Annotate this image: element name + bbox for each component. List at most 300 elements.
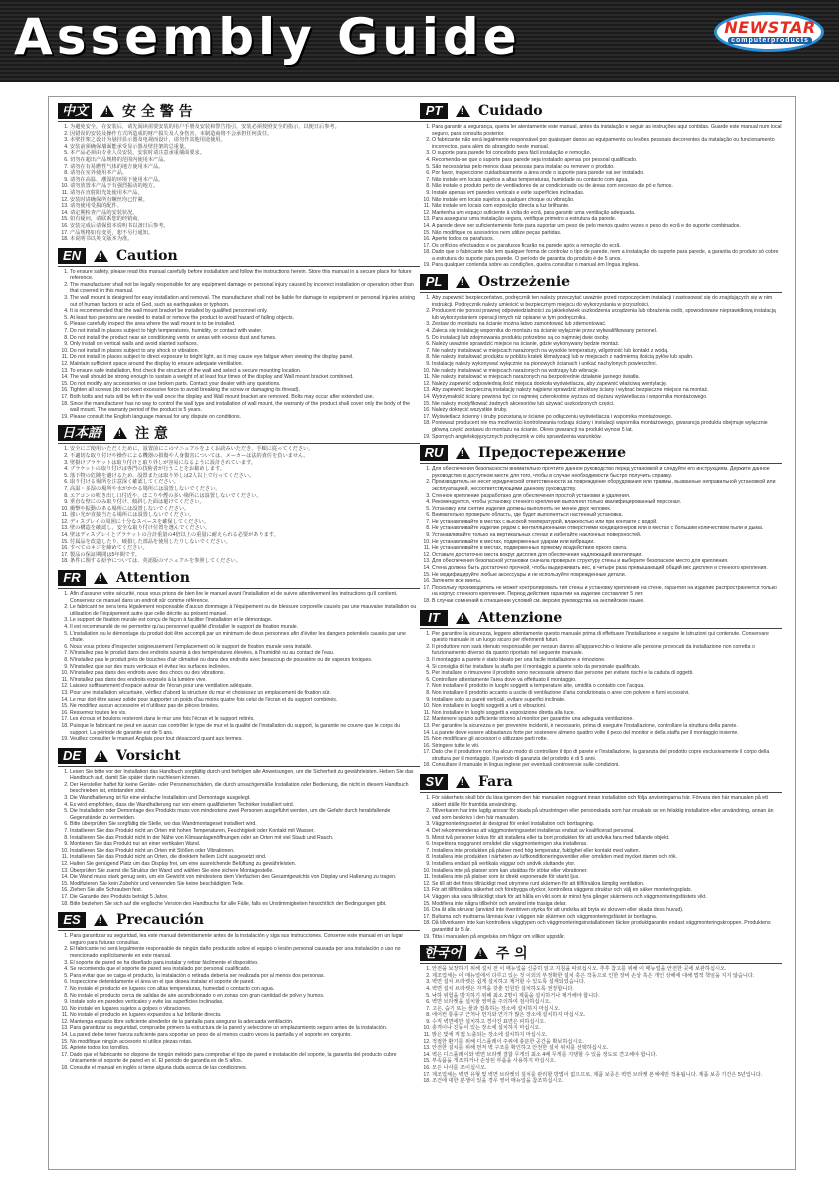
language-badge: 日本語 <box>58 425 105 441</box>
caution-item: 5. Die Installation oder Demontage des Produkts muss von mindestens zwei Personen ausgeführt werden, um die Gefahr durch herabfallende Gegenstände zu vermeiden. <box>70 808 420 821</box>
caution-list <box>58 933 420 1071</box>
warning-triangle-icon <box>113 427 127 439</box>
caution-item: 10. Do not install in places subject to any shock or vibration. <box>70 348 420 355</box>
caution-item: 2. 不適切な取り付けや操作による機器の損傷や人身傷害については、メーカーは法的責任を負いません。 <box>70 453 420 460</box>
caution-item: 4. 安装前须确保墙面能承受显示器及壁挂架的总重量。 <box>70 144 420 151</box>
caution-item: 10. 충격이나 진동이 있는 장소에 설치하지 마십시오. <box>432 1025 782 1032</box>
caution-item: 5. Para evitar que se caiga el producto, la instalación o retirada debería ser realizada por al menos dos personas. <box>70 973 420 980</box>
caution-item: 15. 부속품을 개조하거나 손상된 부품을 사용하지 마십시오. <box>432 1058 782 1065</box>
language-badge: SV <box>420 774 448 790</box>
caution-item: 13. To ensure safe installation, first check the structure of the wall and select a secure mounting location. <box>70 368 420 375</box>
caution-item: 7. 请勿在有易燃性气体的地方使用本产品。 <box>70 164 420 171</box>
caution-item: 15. Modifizieren Sie kein Zubehör und verwenden Sie keine beschädigten Teile. <box>70 881 420 888</box>
caution-item: 19. Please consult the English language manual for any dispute on conditions. <box>70 414 420 421</box>
caution-item: 17. 제조업체는 벽면 유형 및 벽면 브라켓의 설치를 관리할 방법이 없으므로, 제품 보증은 벽면 브라켓 본체에만 적용됩니다. 제품 보증 기간은 5년입니다. <box>432 1072 782 1079</box>
caution-item: 16. Aperte todos os parafusos. <box>432 236 782 243</box>
caution-item: 18. 本说明书以英文版本为准。 <box>70 236 420 243</box>
caution-item: 5. 낙하 위험을 방지하기 위해 최소 2명이 제품을 설치하거나 제거해야 합니다. <box>432 993 782 1000</box>
caution-item: 2. Producent nie ponosi prawnej odpowiedzialności za jakiekolwiek uszkodzenia urządzenia lub obrażenia osób, spowodowane nieprawidłową instalacją lub wykorzystaniem operacji innych niż opisane w tym podręczniku. <box>432 308 782 321</box>
caution-item: 4. Det rekommenderas att väggmonteringssetet installeras endast av kvalificerad personal. <box>432 828 782 835</box>
section-header <box>420 102 782 122</box>
caution-item: 8. 에어컨 통풍구 근처나 먼지와 연기가 많은 장소에 설치하지 마십시오. <box>432 1012 782 1019</box>
page-title: Assembly Guide <box>14 8 521 66</box>
caution-item: 6. 切勿在超出产品规格的范围内使用本产品。 <box>70 157 420 164</box>
caution-list <box>420 124 782 269</box>
caution-item: 2. Il produttore non sarà ritenuto responsabile per nessun danno all'apparecchio o lesione alle persone provocati da installazione non corretta o funzionamento diverso da quanto riportato nel seguente manuale. <box>432 644 782 657</box>
caution-item: 13. Per garantire la sicurezza e per prevenire incidenti, è necessario, prima di eseguire l'installazione, controllare la struttura della parete. <box>432 723 782 730</box>
caution-item: 5. Do instalacji lub zdejmowania produktu potrzebne są co najmniej dwie osoby. <box>432 335 782 342</box>
section-header <box>420 609 782 629</box>
caution-item: 3. El soporte de pared se ha diseñado para instalar y retirar fácilmente el dispositivo. <box>70 960 420 967</box>
warning-triangle-icon <box>94 914 108 926</box>
caution-item: 1. Afin d'assurer votre sécurité, nous vous prions de bien lire le manuel avant l'installation et de suivre attentivement les instructions qu'il contient. Conservez ce manuel dans un endroit sûr comme référence. <box>70 591 420 604</box>
section-header <box>420 273 782 293</box>
caution-item: 18. Ponieważ producent nie ma możliwości kontrolowania rodzaju ściany i instalacji wspornika montażowego, gwarancja produktu obejmuje wyłącznie główną część zestawu do montażu na ścianie. Okres gwarancji na produkt wynosi 5 lat. <box>432 420 782 433</box>
caution-item: 16. Затяните все винты. <box>432 578 782 585</box>
warning-triangle-icon <box>456 276 470 288</box>
caution-item: 13. Para garantizar su seguridad, compruebe primero la estructura de la pared y seleccione un emplazamiento seguro antes de la instalación. <box>70 1025 420 1032</box>
caution-item: 2. Tillverkaren har inte laglig ansvar för skada på utrustningen eller personskada som har orsakats av en felaktig installation eller användning, annan än vad som beskrivs i den här manualen. <box>432 808 782 821</box>
caution-item: 9. Installera endast på vertikala väggar och undvik sluttande ytor. <box>432 861 782 868</box>
caution-item: 14. 请定期检查产品的安装状况。 <box>70 210 420 217</box>
caution-item: 19. Spornych angielskojęzycznych podręcznik w celu sprawdzenia warunków. <box>432 434 782 441</box>
caution-item: 16. Tighten all screws (do not exert excessive force to avoid breaking the screw or damaging its thread). <box>70 387 420 394</box>
caution-list <box>420 466 782 604</box>
caution-item: 10. Non installare in luoghi soggetti a urti o vibrazioni. <box>432 703 782 710</box>
caution-item: 8. Não instale o produto perto de ventiladores de ar condicionado ou de áreas com excesso de pó e fumos. <box>432 183 782 190</box>
caution-item: 11. Do not install in places subject to direct exposure to bright light, as it may cause eye fatigue when viewing the display panel. <box>70 354 420 361</box>
caution-list <box>420 631 782 769</box>
language-badge: EN <box>58 248 86 264</box>
warning-triangle-icon <box>456 447 470 459</box>
caution-item: 2. O fabricante não será legalmente responsável por quaisquer danos ao equipamento ou lesões pessoais decorrentes da instalação ou funcionamento incorrectos, para além do abrangido neste manual. <box>432 137 782 150</box>
caution-item: 18. Bitte beziehen Sie sich auf die englische Version des Handbuchs für alle Fälle, falls es Unstimmigkeiten hinsichtlich der Bedingungen gibt. <box>70 901 420 908</box>
caution-item: 3. 壁掛けブラケットは取り付けと取り外しが容易になるように設計されています。 <box>70 460 420 467</box>
section-title: Ostrzeżenie <box>478 274 571 291</box>
caution-item: 3. Väggmonteringssetet är designat för enkel installation och borttagning. <box>432 821 782 828</box>
caution-item: 19. Titta i manualen på engelska om frågor om villkor uppstår. <box>432 934 782 941</box>
caution-item: 16. Stringere tutte le viti. <box>432 743 782 750</box>
caution-item: 3. Le support de fixation murale est conçu de façon à faciliter l'installation et le démontage. <box>70 617 420 624</box>
language-badge: 中文 <box>58 103 92 119</box>
section-header <box>420 944 782 964</box>
caution-item: 7. N'installez pas le produit dans des endroits soumis à des températures élevées, à l'humidité ou au contact de l'eau. <box>70 650 420 657</box>
caution-item: 10. N'installez pas dans des endroits avec des chocs ou des vibrations. <box>70 670 420 677</box>
section-title: Attention <box>116 570 190 587</box>
caution-item: 3. 本壁挂架之设计为悬挂显示器及电视而设计，请勿作其他用途使用。 <box>70 137 420 144</box>
caution-item: 14. Wytrzymałość ściany powinna być co najmniej czterokrotnie wyższa od ciężaru wyświetlacza i wspornika montażowego. <box>432 394 782 401</box>
caution-item: 9. Montieren Sie das Produkt nur an einer vertikalen Wand. <box>70 841 420 848</box>
warning-triangle-icon <box>94 250 108 262</box>
caution-item: 14. La parete deve essere abbastanza forte per sostenere almeno quattro volte il peso del monitor e della staffa per il montaggio insieme. <box>432 730 782 737</box>
caution-item: 7. Installera inte produkten på platser med hög temperatur, fuktighet eller kontakt med vatten. <box>432 848 782 855</box>
caution-item: 3. The wall mount is designed for easy installation and removal. The manufacturer shall not be liable for damage to equipment or personal injuries arising out of human factors or acts of God, such as earthquakes or typhoon. <box>70 295 420 308</box>
brand-logo <box>714 10 826 54</box>
caution-item: 15. 付属品を改造したり、破損した部品を使用したりしないでください。 <box>70 539 420 546</box>
caution-item: 12. Mantenere spazio sufficiente intorno al monitor per garantire una adeguata ventilazione. <box>432 716 782 723</box>
caution-item: 12. Halten Sie genügend Platz um das Display frei, um eine ausreichende Belüftung zu gewährleisten. <box>70 861 420 868</box>
language-badge: DE <box>58 748 86 764</box>
caution-item: 13. Überprüfen Sie zuerst die Struktur der Wand und wählen Sie eine sichere Montagestelle. <box>70 868 420 875</box>
caution-item: 4. Zaleca się instalację wspornika do montażu na ścianie wyłącznie przez wykwalifikowany personel. <box>432 328 782 335</box>
caution-item: 10. 衝撃や振動のある場所には設置しないでください。 <box>70 506 420 513</box>
caution-item: 2. 因错误的安装及操作方式所造成的财产损失及人身伤害，本制造商将不会承担任何责任。 <box>70 131 420 138</box>
caution-item: 9. Only install on vertical walls and avoid slanted surfaces. <box>70 341 420 348</box>
caution-item: 5. 落下物の危険を避けるため、設置または取り外しは2人以上で行ってください。 <box>70 473 420 480</box>
caution-item: 18. Consultare il manuale in lingua inglese per eventuali controversie sulle condizioni. <box>432 762 782 769</box>
caution-item: 14. The wall should be strong enough to sustain a weight of at least four times of the display and Wall mount bracket combined. <box>70 374 420 381</box>
caution-item: 10. Installera inte på platser som kan utsättas för stötar eller vibrationer. <box>432 868 782 875</box>
caution-list <box>58 124 420 243</box>
caution-item: 9. N'installez que sur des murs verticaux et évitez les surfaces inclinées. <box>70 664 420 671</box>
section-title: Precaución <box>116 912 204 929</box>
caution-item: 8. Non installare il prodotto accanto a uscite di ventilazione d'aria condizionata o aree con polvere e fumi eccessivi. <box>432 690 782 697</box>
caution-item: 10. 请勿放置本产品于有强烈振动的地方。 <box>70 183 420 190</box>
warning-triangle-icon <box>94 750 108 762</box>
caution-item: 4. ブラケットの取り付けは専門の技術者が行うことをお勧めします。 <box>70 466 420 473</box>
caution-item: 5. Установку или снятие изделия должны выполнять не менее двух человек. <box>432 506 782 513</box>
caution-item: 11. Nie należy instalować w miejscach narażonych na bezpośrednie działanie jasnego światła. <box>432 374 782 381</box>
caution-item: 4. Recomenda-se que o suporte para parede seja instalado apenas por pessoal qualificado. <box>432 157 782 164</box>
caution-item: 13. För att tillförsäkra säkerhet och förebygga olyckor, kontrollera väggens struktur och välj en säker monteringsplats. <box>432 887 782 894</box>
caution-item: 18. Dado que o fabricante não tem qualquer forma de controlar o tipo de parede, nem a instalação do suporte para parede, a garantia do produto só cobre a estrutura do suporte para parede. O período de garantia do produto é de 5 anos. <box>432 249 782 262</box>
language-badge: ES <box>58 912 86 928</box>
section-title: Fara <box>478 774 513 791</box>
caution-item: 15. Do not modify any accessories or use broken parts. Contact your dealer with any questions. <box>70 381 420 388</box>
caution-item: 11. N'installez pas dans des endroits exposés à la lumière vive. <box>70 677 420 684</box>
section-title: 注 意 <box>135 426 168 443</box>
caution-item: 3. Стенное крепление разработано для обеспечения простой установки и удаления. <box>432 493 782 500</box>
caution-item: 13. 壁の構造を確認し、安全な取り付け位置を選んでください。 <box>70 525 420 532</box>
warning-triangle-icon <box>100 105 114 117</box>
caution-item: 19. Para qualquer contenda sobre as condições, queira consultar o manual em língua inglesa. <box>432 262 782 269</box>
caution-item: 2. The manufacturer shall not be legally responsible for any equipment damage or personal injury caused by incorrect installation or operation other than that covered in this manual. <box>70 282 420 295</box>
caution-item: 15. Modifiera inte några tillbehör och använd inte trasiga delar. <box>432 901 782 908</box>
caution-item: 11. Non installare in luoghi soggetti a esposizione diretta alla luce. <box>432 710 782 717</box>
caution-item: 5. At least two persons are needed to install or remove the product to avoid hazard of falling objects. <box>70 315 420 322</box>
caution-item: 14. Väggen ska vara tillräckligt stark för att hålla en vikt som är minst fyra gånger skärmens och väggmonteringsfästets vikt. <box>432 894 782 901</box>
caution-item: 18. Då tillverkaren inte kan kontrollera väggtypen och väggmonteringsinstallationen täcker produktgarantin endast väggmonteringskroppen. Produktens garantitid är 5 år. <box>432 920 782 933</box>
caution-item: 13. Para assegurar uma instalação segura, verifique primeiro a estrutura da parede. <box>432 216 782 223</box>
caution-item: 3. Die Wandhalterung ist für eine einfache Installation und Demontage ausgelegt. <box>70 795 420 802</box>
caution-item: 12. Оставьте достаточно места вокруг дисплея для обеспечения надлежащей вентиляции. <box>432 552 782 559</box>
caution-item: 15. 如有疑问，请联系您的经销商。 <box>70 216 420 223</box>
caution-item: 8. No instale el producto cerca de salidas de aire acondicionado o en zonas con gran cantidad de polvo y humos. <box>70 993 420 1000</box>
caution-item: 4. Se recomienda que el soporte de pared sea instalado por personal cualificado. <box>70 966 420 973</box>
caution-item: 12. 적절한 환기를 위해 디스플레이 주위에 충분한 공간을 확보하십시오. <box>432 1039 782 1046</box>
caution-item: 16. Ziehen Sie alle Schrauben fest. <box>70 887 420 894</box>
caution-item: 12. ディスプレイの周囲に十分なスペースを確保してください。 <box>70 519 420 526</box>
caution-item: 1. 为避免安全，在安装后，请先阅读需要安装的用户手册及安装和警告指引，安装必须按照安全的指示，以便日后参考。 <box>70 124 420 131</box>
caution-item: 2. 제조업체는 이 매뉴얼에서 다루고 있는 것 이외의 부정확한 설치 혹은 작동으로 인한 장비 손상 혹은 개인 상해에 대해 법적 책임을 지지 않습니다. <box>432 973 782 980</box>
caution-item: 8. N'installez pas le produit près de bouches d'air climatisé ou dans des endroits avec beaucoup de poussière ou de vapeurs toxiques. <box>70 657 420 664</box>
language-section <box>420 773 782 940</box>
language-section <box>420 102 782 269</box>
caution-item: 7. Installieren Sie das Produkt nicht an Orten mit hohen Temperaturen, Feuchtigkeit oder Kontakt mit Wasser. <box>70 828 420 835</box>
caution-item: 15. No modifique ningún accesorio ni utilice piezas rotas. <box>70 1039 420 1046</box>
caution-list <box>420 295 782 440</box>
caution-item: 17. Поскольку производитель не может контролировать тип стены и установку крепления на стене, гарантия на изделие распространяется только на корпус стенного крепления. Период действия гарантии на изделие составляет 5 лет. <box>432 585 782 598</box>
section-title: Vorsicht <box>116 747 181 764</box>
right-column <box>420 102 782 1089</box>
caution-item: 13. 请勿使用受损的配件。 <box>70 203 420 210</box>
caution-item: 15. Nie należy modyfikować żadnych akcesoriów lub używać uszkodzonych części. <box>432 401 782 408</box>
language-section <box>58 911 420 1071</box>
caution-item: 2. Le fabricant ne sera tenu légalement responsable d'aucun dommage à l'équipement ou de blessure corporelle causés par une mauvaise installation ou utilisation de l'équipement autre que celle décrite au présent manuel. <box>70 604 420 617</box>
caution-item: 9. Устанавливайте только на вертикальных стенах и избегайте наклонных поверхностей. <box>432 532 782 539</box>
caution-item: 14. A parede deve ser suficientemente forte para suportar um peso de pelo menos quatro vezes o peso do ecrã e do suporte combinados. <box>432 223 782 230</box>
caution-item: 9. 垂直な壁にのみ取り付け、傾斜した面は避けてください。 <box>70 499 420 506</box>
language-badge: PT <box>420 103 448 119</box>
caution-item: 6. Nous vous prions d'inspecter soigneusement l'emplacement où le support de fixation murale sera installé. <box>70 644 420 651</box>
caution-item: 1. Для обеспечения безопасности внимательно прочтите данное руководство перед установкой и следуйте его инструкциям. Держите данное руководство в доступном месте для того, чтобы в случае необходимости быстро получить справку. <box>432 466 782 479</box>
caution-item: 10. Не устанавливайте в местах, подверженных ударам или вибрации. <box>432 539 782 546</box>
caution-item: 18. Consulte el manual en inglés si tiene alguna duda acerca de las condiciones. <box>70 1065 420 1072</box>
caution-item: 14. 벽은 디스플레이와 벽면 브라켓 결합 무게의 최소 4배 무게를 지탱할 수 있을 정도로 견고해야 합니다. <box>432 1052 782 1059</box>
caution-item: 7. Nie należy instalować w miejscach narażonych na wysokie temperatury, wilgotność lub kontakt z wodą. <box>432 348 782 355</box>
caution-item: 9. 수직 벽면에만 설치하고 경사진 표면은 피하십시오. <box>432 1019 782 1026</box>
language-badge: PL <box>420 274 448 290</box>
caution-item: 18. Since the manufacturer has no way to control the wall type and installation of wall mount, the warranty of the product shall cover only the body of the wall mount. The warranty period of the product is 5 years. <box>70 401 420 414</box>
section-header <box>420 444 782 464</box>
warning-triangle-icon <box>94 572 108 584</box>
caution-item: 4. Il est recommandé de ne permettre qu'au personnel qualifié d'installer le support de fixation murale. <box>70 624 420 631</box>
caution-item: 2. Производитель не несет юридической ответственности за повреждение оборудования или травмы, вызванные неправильной установкой или эксплуатацией, несоответствующими данному руководству. <box>432 479 782 492</box>
language-badge: 한국어 <box>420 945 466 961</box>
language-section <box>58 569 420 743</box>
caution-item: 6. Controllare attentamente l'area dove va effettuato il montaggio. <box>432 677 782 684</box>
caution-list <box>58 446 420 565</box>
logo-brand: NEWSTAR <box>724 18 816 37</box>
caution-item: 17. 製品の保証期間は5年間です。 <box>70 552 420 559</box>
caution-item: 14. 壁はディスプレイとブラケットの合計重量の4倍以上の重量に耐えられる必要があります。 <box>70 532 420 539</box>
caution-item: 3. Zestaw do montażu na ścianie można łatwo zamontować lub zdemontować. <box>432 321 782 328</box>
caution-item: 3. 벽면 설치 브라켓은 쉽게 설치하고 제거할 수 있도록 설계되었습니다. <box>432 979 782 986</box>
left-column <box>58 102 420 1076</box>
caution-item: 6. 벽면 브라켓을 설치할 영역을 주의하여 검사하십시오. <box>432 999 782 1006</box>
caution-list <box>58 769 420 907</box>
caution-item: 17. Dato che il produttore non ha alcun modo di controllare il tipo di parete e l'installazione, la garanzia del prodotto copre esclusivamente il corpo della struttura per il montaggio. Il periodo di garanzia del prodotto è di 5 anni. <box>432 749 782 762</box>
caution-item: 4. Рекомендуется, чтобы установку стенного крепления выполнял только квалифицированный персонал. <box>432 499 782 506</box>
section-title: Attenzione <box>478 609 563 626</box>
caution-item: 15. Ne modifiez aucun accessoire et n'utilisez pas de pièces brisées. <box>70 703 420 710</box>
caution-item: 6. Należy uważnie sprawdzić miejsce na ścianie, gdzie wykonywany będzie montaż. <box>432 341 782 348</box>
language-section <box>420 609 782 769</box>
language-section <box>58 747 420 907</box>
section-header <box>58 102 420 122</box>
caution-item: 18. 条件に関する紛争については、英語版のマニュアルを参照してください。 <box>70 558 420 565</box>
language-section <box>58 247 420 421</box>
caution-item: 1. Per garantire la sicurezza, leggere attentamente questo manuale prima di effettuare l'installazione e seguire le istruzioni qui contenute. Conservare questo manuale in un luogo sicuro per riferimenti futuri. <box>432 631 782 644</box>
caution-item: 9. Instalację należy wykonywać wyłącznie na pionowych ścianach i unikać nachylonych powierzchni. <box>432 361 782 368</box>
caution-item: 11. 밝은 빛에 직접 노출되는 장소에 설치하지 마십시오. <box>432 1032 782 1039</box>
caution-item: 4. Si consiglia di far installare la staffa per il montaggio a parete solo da personale qualificato. <box>432 664 782 671</box>
caution-item: 6. Please carefully inspect the area where the wall mount is to be installed. <box>70 321 420 328</box>
section-title: Cuidado <box>478 103 543 119</box>
section-header <box>58 247 420 267</box>
caution-list <box>420 966 782 1085</box>
section-title: 주 의 <box>495 946 528 963</box>
caution-item: 4. Es wird empfohlen, dass die Wandhalterung nur von einem qualifizierten Techniker installiert wird. <box>70 802 420 809</box>
caution-item: 17. 产品规格如有变更，恕不另行通知。 <box>70 230 420 237</box>
warning-triangle-icon <box>456 105 470 117</box>
caution-item: 16. 安装完成后请保留本说明书以备日后参考。 <box>70 223 420 230</box>
caution-item: 14. Le mur doit être assez solide pour supporter un poids d'au moins quatre fois celui de l'écran et du support combinés. <box>70 697 420 704</box>
caution-item: 6. Внимательно проверьте область, где будет выполняться настенный установка. <box>432 512 782 519</box>
caution-item: 15. Non modificare gli accessori o utilizzare parti rotte. <box>432 736 782 743</box>
warning-triangle-icon <box>456 776 470 788</box>
section-title: Caution <box>116 247 178 264</box>
caution-item: 6. Por favor, inspeccione cuidadosamente a área onde o suporte para parede vai ser instalado. <box>432 170 782 177</box>
caution-item: 15. Não modifique os acessórios nem utilize peças partidas. <box>432 230 782 237</box>
caution-item: 5. L'installation ou le démontage du produit doit être accompli par un minimum de deux personnes afin d'éviter les dangers potentiels causés par une chute. <box>70 631 420 644</box>
caution-item: 1. 안전을 보장하기 위해 설치 전 이 매뉴얼을 신중히 읽고 지침을 따르십시오. 추후 참고를 위해 이 매뉴얼을 안전한 곳에 보관하십시오. <box>432 966 782 973</box>
caution-item: 5. São necessárias pelo menos duas pessoas para instalar ou remover o produto. <box>432 164 782 171</box>
caution-item: 15. Не модифицируйте любые аксессуары и не используйте поврежденные детали. <box>432 572 782 579</box>
caution-item: 9. Instale apenas em paredes verticais e evite superfícies inclinadas. <box>432 190 782 197</box>
caution-item: 6. Inspektera noggrannt området där väggmonteringen ska installeras. <box>432 841 782 848</box>
caution-item: 1. To ensure safety, please read this manual carefully before installation and follow the instructions herein. Store this manual in a secure place for future reference. <box>70 269 420 282</box>
caution-item: 7. Do not install in places subject to high temperatures, humidity, or contact with water. <box>70 328 420 335</box>
caution-item: 18. 조건에 대한 분쟁이 있을 경우 영어 매뉴얼을 참조하십시오. <box>432 1078 782 1085</box>
language-section <box>420 273 782 440</box>
header-banner <box>0 0 839 82</box>
caution-item: 11. Installieren Sie das Produkt nicht an Orten, die direktem hellem Licht ausgesetzt sind. <box>70 854 420 861</box>
caution-item: 17. Die Garantie des Produkts beträgt 5 Jahre. <box>70 894 420 901</box>
caution-item: 18. Puisque le fabricant ne peut en aucun cas contrôler le type de mur et la qualité de l'installation du support, la garantie ne couvre que le corps du support. La période de garantie est de 5 ans. <box>70 723 420 736</box>
caution-item: 12. Se till att det finns tillräckligt med utrymme runt skärmen för att tillförsäkra lämplig ventilation. <box>432 881 782 888</box>
warning-triangle-icon <box>456 612 470 624</box>
caution-item: 16. Dra åt alla skruvar (använd inte överdriven styrka för att undvika att bryta av skruven eller skada dess huvud). <box>432 907 782 914</box>
section-title: Предостережение <box>478 445 626 462</box>
caution-item: 16. すべてのネジを締めてください。 <box>70 545 420 552</box>
caution-item: 8. Do not install the product near air conditioning vents or areas with excess dust and fumes. <box>70 335 420 342</box>
caution-item: 6. Bitte überprüfen Sie sorgfältig die Stelle, wo das Wandmontageset installiert wird. <box>70 821 420 828</box>
caution-item: 11. No instale el producto en lugares expuestos a luz brillante directa. <box>70 1012 420 1019</box>
caution-item: 1. 安全にご使用いただくために、設置前にこのマニュアルをよくお読みいただき、手順に従ってください。 <box>70 446 420 453</box>
caution-item: 18. В случае сомнений в отношении условий см. версию руководства на английском языке. <box>432 598 782 605</box>
caution-item: 14. La pared debe tener fuerza suficiente para soportar un peso de al menos cuatro veces la pantalla y el soporte en conjunto. <box>70 1032 420 1039</box>
section-header <box>58 569 420 589</box>
caution-item: 13. Pour une installation sécuritaire, vérifiez d'abord la structure du mur et choisissez un emplacement de fixation sûr. <box>70 690 420 697</box>
caution-item: 12. Laissez suffisamment d'espace autour de l'écran pour une ventilation adéquate. <box>70 683 420 690</box>
caution-item: 10. No instale en lugares sujetos a golpes o vibraciones. <box>70 1006 420 1013</box>
caution-item: 3. Il montaggio a parete è stato ideato per una facile installazione e rimozione. <box>432 657 782 664</box>
caution-item: 11. 強い光が直接当たる場所には設置しないでください。 <box>70 512 420 519</box>
caution-item: 12. Maintain sufficient space around the display to ensure adequate ventilation. <box>70 361 420 368</box>
caution-item: 10. Installieren Sie das Produkt nicht an Orten mit Stößen oder Vibrationen. <box>70 848 420 855</box>
caution-item: 17. Dado que el fabricante no dispone de ningún método para comprobar el tipo de pared e instalación del soporte, la garantía del producto cubre únicamente el soporte de pared en sí. El periodo de garantía es de 5 años. <box>70 1052 420 1065</box>
caution-item: 8. Nie należy instalować produktu w pobliżu kratek klimatyzacji lub w miejscach z nadmierną ilością pyłów lub spalin. <box>432 354 782 361</box>
caution-item: 1. För säkerhets skull bör du läsa igenom den här manualen noggrant innan installation och följa anvisningarna här. Förvara den här manualen på ett säkert ställe för framtida användning. <box>432 795 782 808</box>
caution-item: 1. Para garantizar su seguridad, lea este manual detenidamente antes de la instalación y siga sus instrucciones. Conserve este manual en un lugar seguro para futuras consultas. <box>70 933 420 946</box>
language-section <box>420 444 782 604</box>
section-header <box>58 424 420 444</box>
caution-item: 5. Minst två personer krävs för att installera eller ta bort produkten för att undvika fara med fallande objekt. <box>432 835 782 842</box>
caution-item: 7. 高温・多湿の場所や水がかかる場所には設置しないでください。 <box>70 486 420 493</box>
caution-item: 4. 벽면 설치 브라켓은 자격을 갖춘 인원만 설치하도록 권장합니다. <box>432 986 782 993</box>
caution-item: 4. It is recommended that the wall mount bracket be installed by qualified personnel only. <box>70 308 420 315</box>
caution-item: 16. Apriete todos los tornillos. <box>70 1045 420 1052</box>
caution-item: 6. Inspeccione detenidamente el área en el que desea instalar el soporte de pared. <box>70 979 420 986</box>
caution-item: 8. Не устанавливайте изделие рядом с вентиляционными отверстиями кондиционеров или в местах с большим количеством пыли и дыма. <box>432 525 782 532</box>
caution-item: 9. Installare solo su pareti verticali, evitare superfici inclinate. <box>432 697 782 704</box>
caution-item: 7. Не устанавливайте в местах с высокой температурой, влажностью или при контакте с водой. <box>432 519 782 526</box>
caution-list <box>58 591 420 743</box>
caution-item: 6. 取り付ける場所を注意深く確認してください。 <box>70 479 420 486</box>
caution-item: 2. El fabricante no será legalmente responsable de ningún daño producido sobre el equipo o lesión personal causada por una instalación o uso no mencionado explícitamente en este manual. <box>70 946 420 959</box>
caution-item: 1. Aby zapewnić bezpieczeństwo, podręcznik ten należy przeczytać uważnie przed rozpoczęciem instalacji i zastosować się do znajdujących się w nim instrukcji. Podręcznik należy umieścić w bezpiecznym miejscu do wykorzystania w przyszłości. <box>432 295 782 308</box>
caution-item: 8. Installieren Sie das Produkt nicht in der Nähe von Klimaanlagenöffnungen oder an Orten mit viel Staub und Rauch. <box>70 835 420 842</box>
caution-list <box>420 795 782 940</box>
language-badge: IT <box>420 610 448 626</box>
caution-item: 7. Non installare il prodotto in luoghi soggetti a temperature alte, umidità o contatto con l'acqua. <box>432 683 782 690</box>
caution-item: 19. Veuillez consulter le manuel Anglais pour tout désaccord quant aux termes. <box>70 736 420 743</box>
caution-item: 17. Os orifícios efectuados e os parafusos ficarão na parede após a remoção do ecrã. <box>432 243 782 250</box>
caution-item: 11. 请勿在直射阳光处使用本产品。 <box>70 190 420 197</box>
caution-item: 8. エアコンの吹き出し口付近や、ほこりや煙の多い場所には設置しないでください。 <box>70 493 420 500</box>
caution-item: 7. Não instale em locais sujeitos a altas temperaturas, humidade ou contacto com água. <box>432 177 782 184</box>
caution-item: 13. Для обеспечения безопасной установки сначала проверьте структуру стены и выберите безопасное место для крепления. <box>432 558 782 565</box>
section-title: 安 全 警 告 <box>122 104 193 120</box>
caution-list <box>58 269 420 421</box>
section-header <box>58 911 420 931</box>
language-section <box>58 424 420 565</box>
caution-item: 8. Installera inte produkten i närheten av luftkonditioneringsventiler eller områden med mycket damm och rök. <box>432 854 782 861</box>
language-section <box>58 102 420 243</box>
caution-item: 9. 请勿在高温、潮湿的环境下使用本产品。 <box>70 177 420 184</box>
caution-item: 9. Instale solo en paredes verticales y evite las superficies inclinadas. <box>70 999 420 1006</box>
caution-item: 12. Mantenha um espaço suficiente à volta do ecrã, para garantir uma ventilação adequada. <box>432 210 782 217</box>
caution-item: 13. 안전한 설치를 위해 먼저 벽 구조를 확인하고 안전한 설치 위치를 선택하십시오. <box>432 1045 782 1052</box>
caution-item: 14. Die Wand muss stark genug sein, um ein Gewicht von mindestens dem Vierfachen des Gesamtgewichts von Display und Halterung zu tragen. <box>70 874 420 881</box>
caution-item: 1. Lesen Sie bitte vor der Installation das Handbuch sorgfältig durch und befolgen alle Anweisungen, um die Sicherheit zu gewährleisten. Heben Sie das Handbuch auf, damit Sie später darin nachlesen können. <box>70 769 420 782</box>
caution-item: 16. Należy dokręcić wszystkie śruby. <box>432 407 782 414</box>
logo-subtitle: computerproducts <box>728 37 812 44</box>
caution-item: 12. Należy zapewnić odpowiednią ilość miejsca dookoła wyświetlacza, aby zapewnić właściwą wentylację. <box>432 381 782 388</box>
caution-item: 16. Resserrez toutes les vis. <box>70 710 420 717</box>
section-header <box>420 773 782 793</box>
language-badge: RU <box>420 445 448 461</box>
caution-item: 3. O suporte para parede foi concebido para fácil instalação e remoção. <box>432 150 782 157</box>
caution-item: 2. Der Hersteller haftet für keine Geräte- oder Personenschäden, die durch unsachgemäße Installation oder Bedienung, die nicht in diesem Handbuch beschrieben ist, entstanden sind. <box>70 782 420 795</box>
caution-item: 11. Não instale em locais com exposição directa a luz brilhante. <box>432 203 782 210</box>
caution-item: 11. Installera inte på platser som är direkt exponerade för starkt ljus. <box>432 874 782 881</box>
caution-item: 17. Bultarna och muttrarna lämnas kvar i väggen när skärmen och väggmonteringsfästet är borttagna. <box>432 914 782 921</box>
caution-item: 5. Per installare o rimuovere il prodotto sono necessarie almeno due persone per evitare rischi e la caduta di oggetti. <box>432 670 782 677</box>
caution-item: 10. Nie należy instalować w miejscach narażonych na wstrząsy lub wibracje. <box>432 368 782 375</box>
caution-item: 7. 고온, 습기 또는 물과 접촉하는 장소에 설치하지 마십시오. <box>432 1006 782 1013</box>
caution-item: 17. Both bolts and nuts will be left in the wall once the display and Wall mount bracket are removed. Bolts may occur after extended use. <box>70 394 420 401</box>
caution-item: 11. Не устанавливайте в местах, подверженных прямому воздействию яркого света. <box>432 545 782 552</box>
caution-item: 17. Les écrous et boulons resteront dans le mur une fois l'écran et le support retirés. <box>70 716 420 723</box>
caution-item: 5. 本产品必须由专业人员安装，安装时请注意承重墙面要求。 <box>70 150 420 157</box>
language-section <box>420 944 782 1085</box>
caution-item: 12. 安装时请确保所有螺丝均已拧紧。 <box>70 197 420 204</box>
caution-item: 7. No instale el producto en lugares con altas temperaturas, humedad o contacto con agua. <box>70 986 420 993</box>
language-badge: FR <box>58 570 86 586</box>
caution-item: 12. Mantenga espacio libre suficiente alrededor de la pantalla para asegurar la adecuada ventilación. <box>70 1019 420 1026</box>
caution-item: 10. Não instale em locais sujeitos a qualquer choque ou vibração. <box>432 197 782 204</box>
caution-item: 8. 请勿在室外使用本产品。 <box>70 170 420 177</box>
caution-item: 17. Wyświetlacz ścienny i śruby pozostaną w ścianie po odłączeniu wyświetlacza i wspornika montażowego. <box>432 414 782 421</box>
section-header <box>58 747 420 767</box>
caution-item: 1. Para garantir a segurança, queira ler atentamente este manual, antes da instalação e seguir as instruções aqui contidas. Guarde este manual num local seguro, para consulta posterior. <box>432 124 782 137</box>
caution-item: 14. Стена должна быть достаточно прочной, чтобы выдерживать вес, в четыре раза превышающий общий вес дисплея и стенного крепления. <box>432 565 782 572</box>
caution-item: 16. 모든 나사를 조이십시오. <box>432 1065 782 1072</box>
warning-triangle-icon <box>474 947 488 959</box>
caution-item: 13. Aby zapewnić bezpieczną instalację należy najpierw sprawdzić strukturę ściany i wybrać bezpieczne miejsce na montaż. <box>432 387 782 394</box>
